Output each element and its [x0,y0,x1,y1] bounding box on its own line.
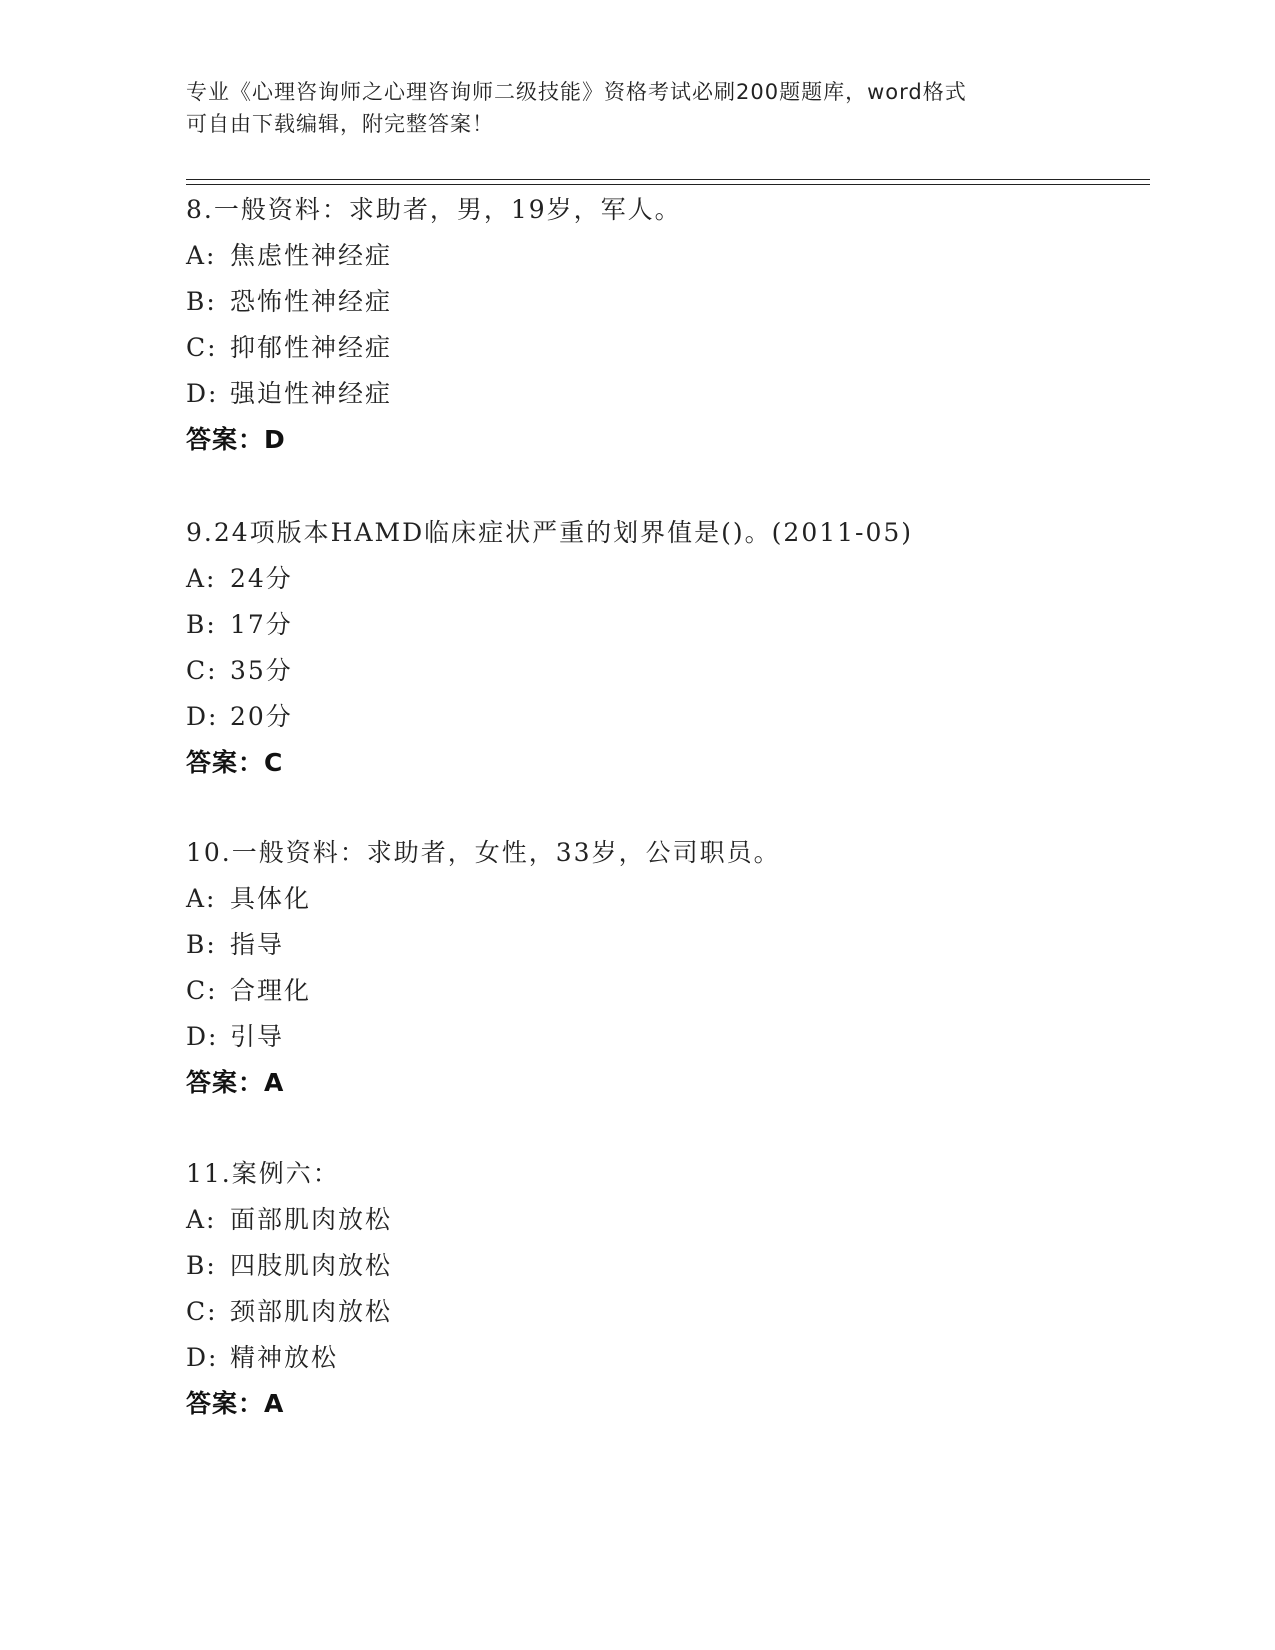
option-b [186,1243,1146,1289]
option-letter: C: [186,976,218,1005]
option-text: 引导 [230,1022,285,1051]
option-a [186,233,1146,279]
option-b [186,602,1146,648]
header-divider-bottom [186,184,1150,185]
question-8 [186,187,1146,463]
answer: 答案：C [186,748,284,777]
option-text: 焦虑性神经症 [230,241,393,270]
option-a [186,876,1146,922]
option-d [186,1014,1146,1060]
option-text: 精神放松 [230,1343,339,1372]
option-c [186,648,1146,694]
option-letter: B: [186,610,217,639]
answer: 答案：D [186,425,286,454]
option-letter: B: [186,1251,217,1280]
option-text: 颈部肌肉放松 [230,1297,393,1326]
option-b [186,922,1146,968]
header-line-1: 专业《心理咨询师之心理咨询师二级技能》资格考试必刷200题题库，word格式 [186,80,967,104]
option-letter: D: [186,1022,219,1051]
option-text: 具体化 [230,884,312,913]
option-a [186,1197,1146,1243]
option-text: 35分 [230,656,293,685]
option-letter: A: [186,564,217,593]
document-header [186,76,1086,140]
option-text: 24分 [230,564,293,593]
option-c [186,968,1146,1014]
option-letter: A: [186,241,217,270]
option-letter: D: [186,1343,219,1372]
question-11 [186,1151,1146,1427]
question-stem: 8.一般资料：求助者，男，19岁，军人。 [186,195,682,224]
option-text: 合理化 [230,976,312,1005]
option-text: 指导 [230,930,285,959]
answer: 答案：A [186,1068,285,1097]
option-text: 强迫性神经症 [230,379,393,408]
option-text: 面部肌肉放松 [230,1205,393,1234]
option-a [186,556,1146,602]
answer: 答案：A [186,1389,285,1418]
header-divider-top [186,179,1150,180]
option-letter: B: [186,287,217,316]
question-10 [186,830,1146,1106]
option-text: 恐怖性神经症 [230,287,393,316]
question-9 [186,510,1146,786]
option-letter: D: [186,702,219,731]
option-d [186,694,1146,740]
option-letter: C: [186,1297,218,1326]
option-letter: C: [186,333,218,362]
option-letter: C: [186,656,218,685]
option-letter: B: [186,930,217,959]
question-stem: 10.一般资料：求助者，女性，33岁，公司职员。 [186,838,781,867]
option-text: 17分 [230,610,293,639]
option-c [186,325,1146,371]
question-stem: 9.24项版本HAMD临床症状严重的划界值是()。(2011-05) [186,518,914,547]
option-c [186,1289,1146,1335]
option-letter: A: [186,1205,217,1234]
option-b [186,279,1146,325]
option-letter: D: [186,379,219,408]
header-line-2: 可自由下载编辑，附完整答案！ [186,112,494,136]
option-d [186,1335,1146,1381]
option-letter: A: [186,884,217,913]
question-stem: 11.案例六： [186,1159,340,1188]
option-text: 四肢肌肉放松 [230,1251,393,1280]
option-d [186,371,1146,417]
option-text: 20分 [230,702,293,731]
option-text: 抑郁性神经症 [230,333,393,362]
